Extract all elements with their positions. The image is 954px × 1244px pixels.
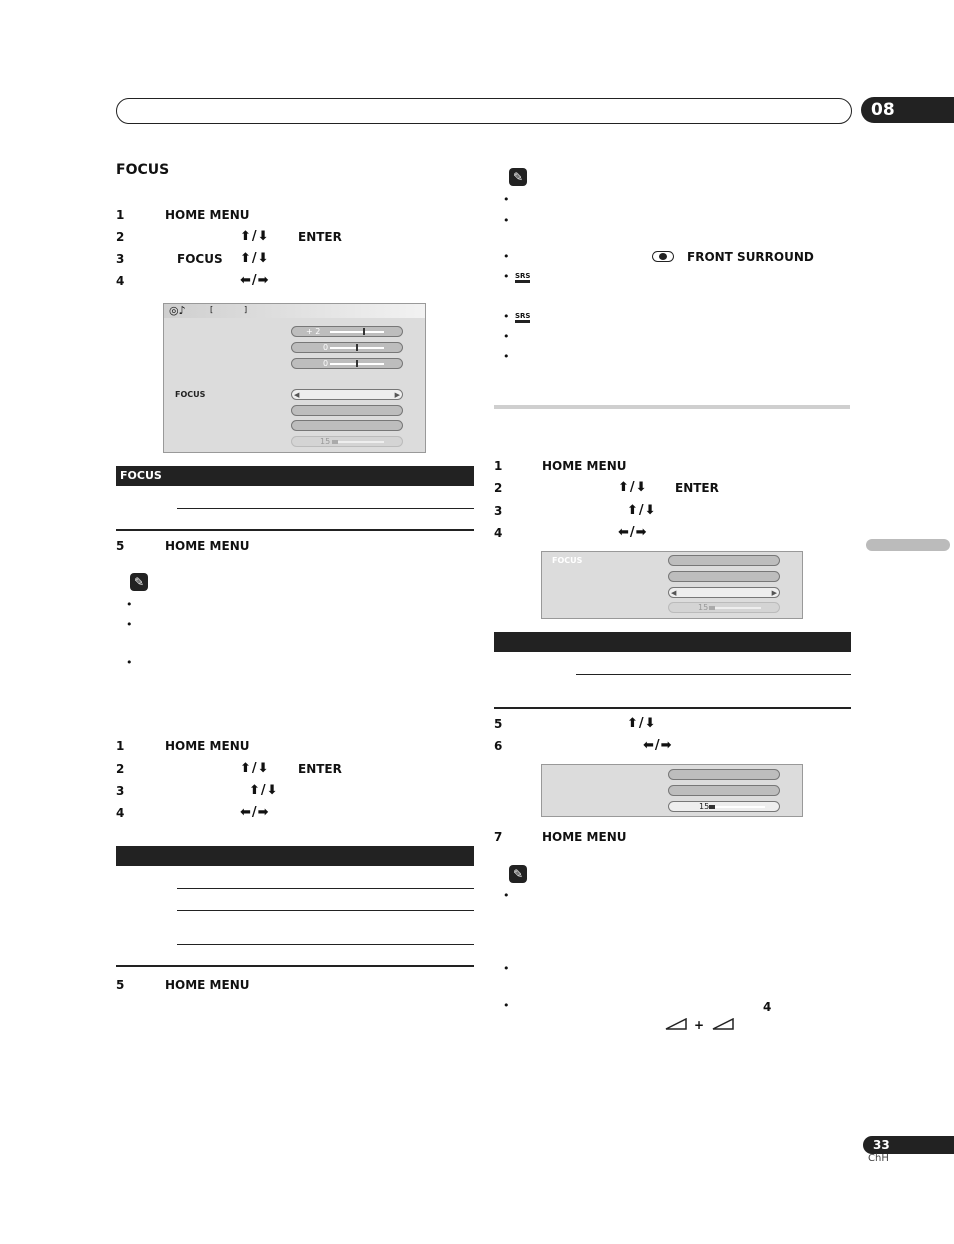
osd-bracket-left: [ xyxy=(210,305,214,314)
step-keyword: FOCUS xyxy=(177,252,223,266)
osd-screen-1 xyxy=(163,303,426,453)
front-surround-icon xyxy=(652,251,674,262)
step-num: 2 xyxy=(116,762,125,776)
osd-focus-label: FOCUS xyxy=(552,556,583,565)
speaker-icon: ◎♪ xyxy=(169,304,186,317)
left-triangle-icon: ◀ xyxy=(294,391,300,399)
chapter-tab xyxy=(861,97,954,123)
osd-option xyxy=(668,571,780,582)
osd-focus-selector[interactable] xyxy=(291,389,403,400)
step-num: 3 xyxy=(116,252,125,266)
osd-dim-slider xyxy=(668,602,780,613)
table-header xyxy=(494,632,851,652)
osd-dim-slider xyxy=(291,436,403,447)
leftright-arrows-icon: ⬅/➡ xyxy=(240,805,270,820)
table-end-rule xyxy=(116,529,474,531)
step-num: 1 xyxy=(494,459,503,473)
note-icon: ✎ xyxy=(130,573,148,591)
osd-value: 0 xyxy=(323,343,329,352)
updown-arrows-icon: ⬆/⬇ xyxy=(240,251,270,266)
osd-option xyxy=(668,555,780,566)
osd-title-bar xyxy=(164,304,425,318)
bullet: • xyxy=(503,193,510,206)
bullet: • xyxy=(503,250,510,263)
bullet: • xyxy=(503,214,510,227)
front-surround-label: FRONT SURROUND xyxy=(687,250,814,264)
step-keyword: HOME MENU xyxy=(165,208,250,222)
bullet: • xyxy=(126,598,133,611)
table-rule xyxy=(177,888,474,889)
leftright-arrows-icon: ⬅/➡ xyxy=(240,273,270,288)
step-num: 4 xyxy=(116,274,125,288)
step-keyword: HOME MENU xyxy=(542,459,627,473)
osd-value: 0 xyxy=(323,359,329,368)
table-rule xyxy=(177,508,474,509)
table-rule xyxy=(177,910,474,911)
step-keyword: ENTER xyxy=(675,481,719,495)
table-rule xyxy=(177,944,474,945)
bullet: • xyxy=(503,999,510,1012)
bullet: • xyxy=(126,618,133,631)
updown-arrows-icon: ⬆/⬇ xyxy=(249,783,279,798)
language-code: ChH xyxy=(868,1153,889,1164)
step-keyword: HOME MENU xyxy=(165,978,250,992)
table-header-focus: FOCUS xyxy=(116,466,474,486)
volume-down-icon xyxy=(712,1018,734,1030)
osd-value: + 2 xyxy=(306,327,321,336)
step-num: 4 xyxy=(116,806,125,820)
section-title-focus: FOCUS xyxy=(116,162,170,178)
osd-focus-label: FOCUS xyxy=(175,390,206,399)
page-number: 33 xyxy=(873,1138,890,1152)
updown-arrows-icon: ⬆/⬇ xyxy=(618,480,648,495)
bullet: • xyxy=(503,330,510,343)
side-tab xyxy=(866,539,950,551)
chapter-number: 08 xyxy=(871,100,895,120)
updown-arrows-icon: ⬆/⬇ xyxy=(627,716,657,731)
table-end-rule xyxy=(116,965,474,967)
step-num: 2 xyxy=(494,481,503,495)
section-divider xyxy=(494,405,850,409)
step-keyword: ENTER xyxy=(298,230,342,244)
osd-screen-3 xyxy=(541,764,803,817)
step-num: 5 xyxy=(116,539,125,553)
updown-arrows-icon: ⬆/⬇ xyxy=(240,761,270,776)
step-num: 5 xyxy=(494,717,503,731)
osd-slider-1 xyxy=(291,326,403,337)
step-keyword: HOME MENU xyxy=(165,539,250,553)
bullet: • xyxy=(503,350,510,363)
volume-up-icon xyxy=(665,1018,687,1030)
note-icon: ✎ xyxy=(509,865,527,883)
table-header xyxy=(116,846,474,866)
step-num: 1 xyxy=(116,208,125,222)
osd-option xyxy=(668,785,780,796)
step-keyword: ENTER xyxy=(298,762,342,776)
srs-logo-icon: SRS xyxy=(515,312,530,323)
right-triangle-icon: ▶ xyxy=(394,391,400,399)
bullet: • xyxy=(503,889,510,902)
osd-value-slider[interactable] xyxy=(668,801,780,812)
step-num: 3 xyxy=(494,504,503,518)
bullet: • xyxy=(503,310,510,323)
step-num: 2 xyxy=(116,230,125,244)
osd-screen-2 xyxy=(541,551,803,619)
note-icon: ✎ xyxy=(509,168,527,186)
osd-value: 15 xyxy=(699,802,710,811)
step-num: 6 xyxy=(494,739,503,753)
table-rule xyxy=(576,674,851,675)
osd-option xyxy=(668,769,780,780)
osd-option xyxy=(291,405,403,416)
osd-bracket-right: ] xyxy=(244,305,248,314)
step-keyword: HOME MENU xyxy=(165,739,250,753)
osd-slider-3 xyxy=(291,358,403,369)
step-num: 4 xyxy=(494,526,503,540)
bullet: • xyxy=(126,656,133,669)
plus-sign: + xyxy=(694,1018,705,1032)
osd-value: 15 xyxy=(320,437,331,446)
step-num: 1 xyxy=(116,739,125,753)
step-ref-number: 4 xyxy=(763,1000,772,1014)
bullet: • xyxy=(503,962,510,975)
leftright-arrows-icon: ⬅/➡ xyxy=(643,738,673,753)
bullet: • xyxy=(503,270,510,283)
table-end-rule xyxy=(494,707,851,709)
osd-option xyxy=(291,420,403,431)
page-number-tab xyxy=(863,1136,954,1154)
srs-logo-icon: SRS xyxy=(515,272,530,283)
right-triangle-icon: ▶ xyxy=(771,589,777,597)
step-num: 7 xyxy=(494,830,503,844)
updown-arrows-icon: ⬆/⬇ xyxy=(627,503,657,518)
step-num: 5 xyxy=(116,978,125,992)
step-keyword: HOME MENU xyxy=(542,830,627,844)
left-triangle-icon: ◀ xyxy=(671,589,677,597)
osd-value: 15 xyxy=(698,603,709,612)
osd-slider-2 xyxy=(291,342,403,353)
osd-selector[interactable] xyxy=(668,587,780,598)
updown-arrows-icon: ⬆/⬇ xyxy=(240,229,270,244)
step-num: 3 xyxy=(116,784,125,798)
leftright-arrows-icon: ⬅/➡ xyxy=(618,525,648,540)
header-bar xyxy=(116,98,852,124)
